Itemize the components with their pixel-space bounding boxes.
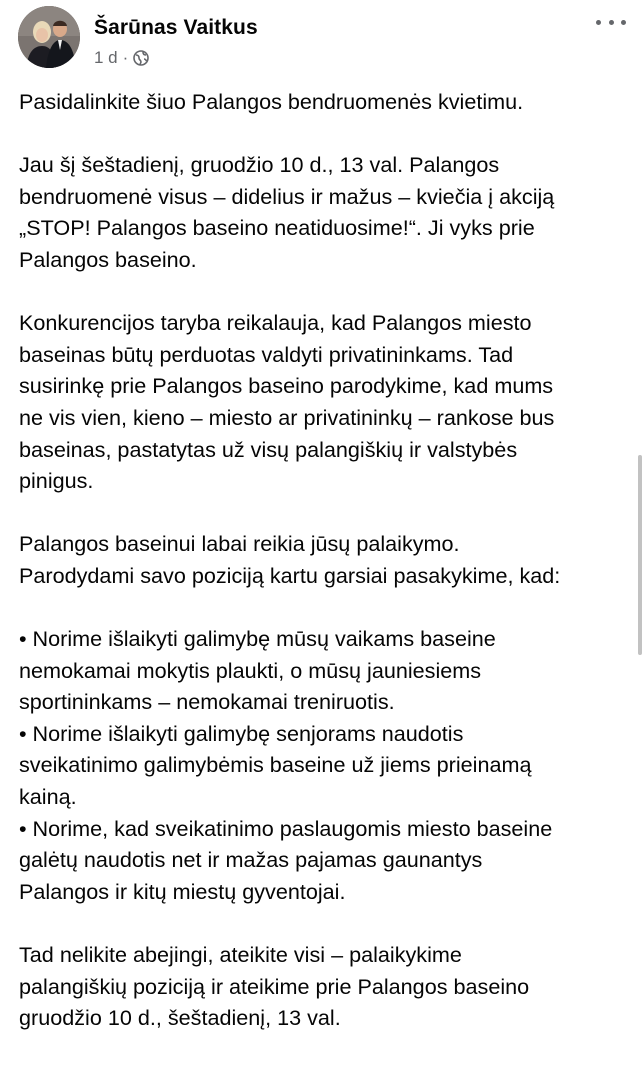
text-line: Parodydami savo poziciją kartu garsiai pasakykime, kad: <box>19 562 561 588</box>
text-line: • Norime išlaikyti galimybę senjorams naudotis <box>19 720 464 746</box>
text-line: susirinkę prie Palangos baseino parodykime, kad mums <box>19 373 554 399</box>
text-line: kainą. <box>19 784 77 810</box>
text-line: Palangos baseino. <box>19 246 197 272</box>
text-line: sveikatinimo galimybėmis baseine už jiems prieinamą <box>19 752 532 778</box>
post-time[interactable]: 1 d <box>94 48 118 67</box>
text-line: Palangos baseinui labai reikia jūsų palaikymo. <box>19 531 460 557</box>
post-paragraph <box>19 149 629 275</box>
author-name[interactable]: Šarūnas Vaitkus <box>94 16 258 39</box>
text-line: baseinas, pastatytas už visų palangiškių ir valstybės <box>19 436 518 462</box>
globe-icon[interactable] <box>133 50 149 66</box>
text-line: nemokamai mokytis plaukti, o mūsų jauniesiems <box>19 657 482 683</box>
post-paragraph <box>19 623 629 907</box>
text-line: • Norime, kad sveikatinimo paslaugomis miesto baseine <box>19 815 553 841</box>
text-line: palangiškių poziciją ir ateikime prie Palangos baseino <box>19 973 530 999</box>
meta-separator: · <box>122 48 129 67</box>
post-body <box>19 86 629 1065</box>
author-avatar[interactable] <box>18 6 80 68</box>
text-line: „STOP! Palangos baseino neatiduosime!“. Ji vyks prie <box>19 215 535 241</box>
text-line: baseinas būtų perduotas valdyti privatininkams. Tad <box>19 341 514 367</box>
ellipsis-icon[interactable] <box>596 12 626 32</box>
post-meta <box>94 48 149 68</box>
text-line: Jau šį šeštadienį, gruodžio 10 d., 13 val. Palangos <box>19 152 500 178</box>
post-paragraph <box>19 528 629 591</box>
text-line: Konkurencijos taryba reikalauja, kad Palangos miesto <box>19 310 532 336</box>
post-paragraph <box>19 86 629 118</box>
text-line: Palangos ir kitų miestų gyventojai. <box>19 878 346 904</box>
scrollbar[interactable] <box>638 455 642 655</box>
post-header <box>18 6 628 70</box>
post-paragraph <box>19 307 629 497</box>
text-line: • Norime išlaikyti galimybę mūsų vaikams baseine <box>19 626 496 652</box>
avatar-photo <box>18 6 80 68</box>
text-line: bendruomenė visus – didelius ir mažus – kviečia į akciją <box>19 183 555 209</box>
text-line: Pasidalinkite šiuo Palangos bendruomenės kvietimu. <box>19 89 524 114</box>
post-paragraph <box>19 939 629 1034</box>
text-line: sportininkams – nemokamai treniruotis. <box>19 689 395 715</box>
text-line: gruodžio 10 d., šeštadienį, 13 val. <box>19 1005 341 1031</box>
text-line: pinigus. <box>19 468 94 494</box>
text-line: Tad nelikite abejingi, ateikite visi – palaikykime <box>19 942 462 968</box>
text-line: ne vis vien, kieno – miesto ar privatininkų – rankose bus <box>19 404 555 430</box>
text-line: galėtų naudotis net ir mažas pajamas gaunantys <box>19 847 483 873</box>
